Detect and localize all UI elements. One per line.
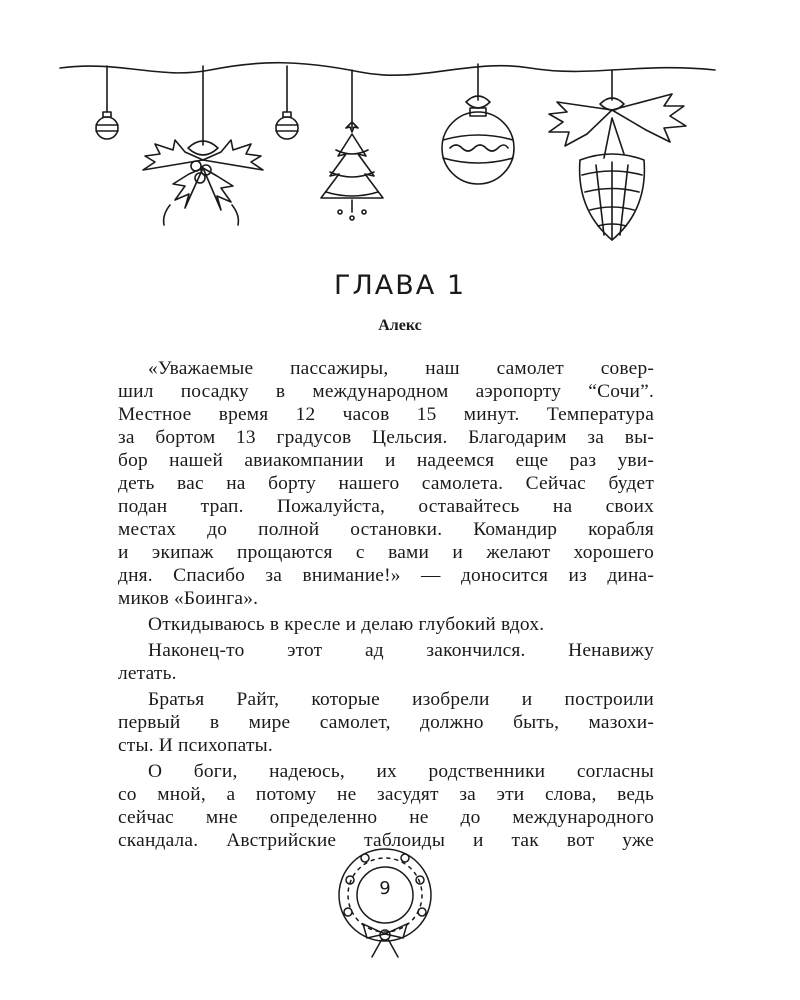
- text-line: дня. Спасибо за внимание!» — доносится из дина-: [118, 565, 654, 586]
- text-line: О боги, надеюсь, их родственники согласны: [148, 761, 654, 782]
- paragraph: [118, 613, 654, 636]
- holly-icon: [143, 66, 263, 225]
- text-line: бор нашей авиакомпании и надеемся еще раз уви-: [118, 450, 654, 471]
- text-line: за бортом 13 градусов Цельсия. Благодарим за вы-: [118, 427, 654, 448]
- text-line: летать.: [118, 663, 177, 684]
- paragraph: [118, 760, 654, 852]
- text-line: «Уважаемые пассажиры, наш самолет совер-: [148, 358, 654, 379]
- text-line: и экипаж прощаются с вами и желают хорошего: [118, 542, 654, 563]
- christmas-tree-icon: [321, 70, 383, 220]
- text-line: шил посадку в международном аэропорту “Сочи”.: [118, 381, 654, 402]
- text-line: Наконец-то этот ад закончился. Ненавижу: [148, 640, 654, 661]
- ornament-ball-icon: [442, 64, 514, 184]
- text-line: скандала. Австрийские таблоиды и так вот уже: [118, 830, 654, 851]
- pinecone-icon: [549, 70, 686, 240]
- text-line: со мной, а потому не засудят за эти слова, ведь: [118, 784, 654, 805]
- text-line: местах до полной остановки. Командир корабля: [118, 519, 654, 540]
- garland-decoration: [0, 0, 800, 260]
- text-line: миков «Боинга».: [118, 588, 259, 609]
- text-line: сты. И психопаты.: [118, 735, 273, 756]
- text-line: первый в мире самолет, должно быть, мазохи-: [118, 712, 654, 733]
- text-line: Местное время 12 часов 15 минут. Температура: [118, 404, 654, 425]
- paragraph: [118, 639, 654, 685]
- text-line: деть вас на борту нашего самолета. Сейчас будет: [118, 473, 654, 494]
- chapter-body-text: [118, 357, 654, 855]
- text-line: Братья Райт, которые изобрели и построили: [148, 689, 654, 710]
- chapter-title: ГЛАВА 1: [334, 270, 466, 301]
- text-line: Откидываюсь в кресле и делаю глубокий вдох.: [148, 614, 545, 635]
- paragraph: [118, 688, 654, 757]
- ornament-ball-icon: [96, 66, 118, 139]
- chapter-pov-name: Алекс: [378, 317, 422, 334]
- page-number: 9: [379, 878, 391, 899]
- paragraph: [118, 357, 654, 610]
- wreath-icon: [320, 840, 450, 960]
- text-line: сейчас мне определенно не до международного: [118, 807, 654, 828]
- text-line: подан трап. Пожалуйста, оставайтесь на своих: [118, 496, 654, 517]
- ornament-ball-icon: [276, 66, 298, 139]
